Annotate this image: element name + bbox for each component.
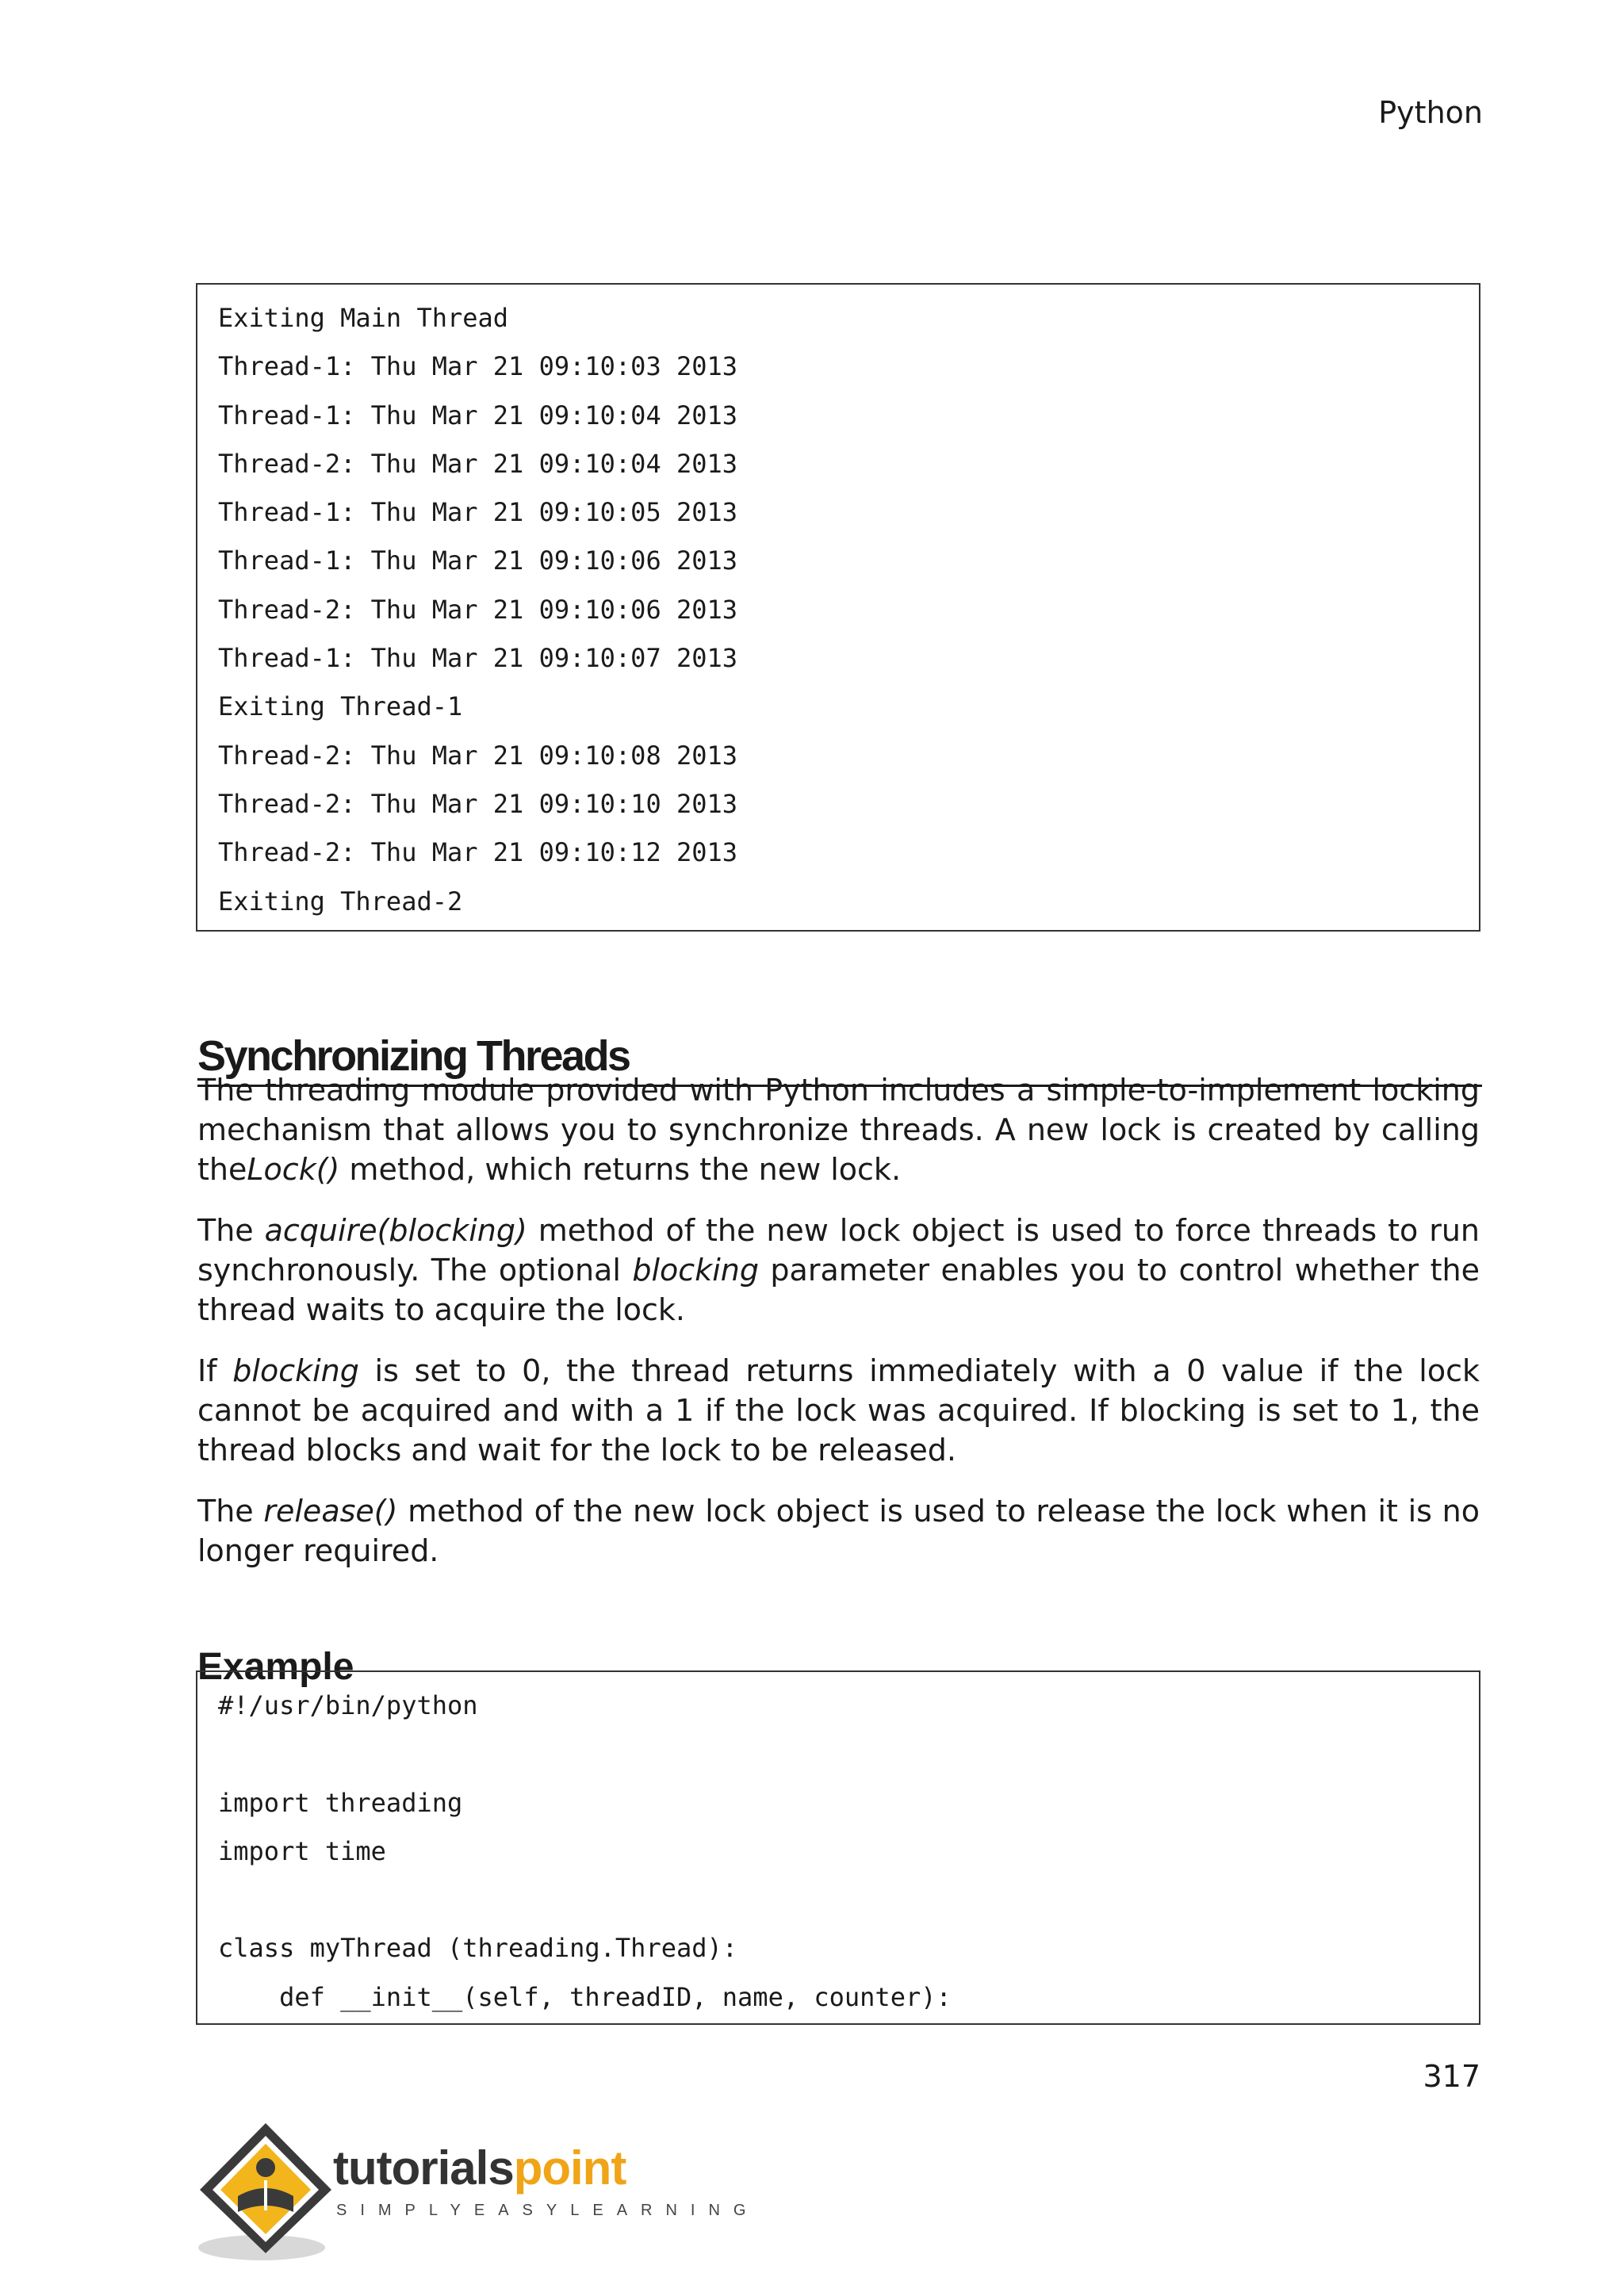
code-line: Exiting Thread-1 [218,691,463,722]
code-line: Thread-1: Thu Mar 21 09:10:05 2013 [218,497,738,528]
code-line: import threading [218,1787,463,1818]
code-line: def __init__(self, threadID, name, counter): [218,1981,952,2012]
code-term: blocking [232,1353,359,1388]
logo-tagline: SIMPLYEASYLEARNING [336,2202,760,2219]
code-line: import time [218,1835,386,1866]
code-line: Exiting Main Thread [218,303,509,333]
paragraph-release [197,1491,1480,1571]
code-line: Thread-1: Thu Mar 21 09:10:06 2013 [218,545,738,576]
tutorialspoint-logo [190,2117,760,2267]
code-line: Thread-1: Thu Mar 21 09:10:07 2013 [218,643,738,674]
code-line: Thread-1: Thu Mar 21 09:10:03 2013 [218,351,738,382]
page-number: 317 [1423,2059,1480,2094]
paragraph-acquire [197,1211,1480,1330]
code-line [218,1876,1479,1924]
example-code-block [196,1670,1480,2025]
text: method of the new lock object is used to release the lock when it is no longer required. [197,1494,1480,1568]
example-title: Example [197,1646,354,1688]
logo-diamond-icon [190,2117,341,2267]
text: The [197,1213,265,1248]
text: parameter enables you to control whether the thread waits to acquire the lock. [197,1253,1480,1327]
code-line: Thread-2: Thu Mar 21 09:10:04 2013 [218,448,738,479]
code-line: class myThread (threading.Thread): [218,1933,738,1964]
code-line: #!/usr/bin/python [218,1690,478,1720]
code-line: Thread-2: Thu Mar 21 09:10:10 2013 [218,788,738,819]
code-line: Exiting Thread-2 [218,886,463,916]
logo-brand-part: tutorials [333,2141,514,2195]
page-header: Python [1378,95,1483,130]
logo-brand-part: point [513,2141,626,2195]
text: method of the new lock object is used to force threads to run synchronously. The optional [197,1213,1480,1288]
output-code-block [196,283,1480,932]
code-line: Thread-1: Thu Mar 21 09:10:04 2013 [218,400,738,430]
code-term: release() [263,1494,398,1529]
text: is set to 0, the thread returns immediately with a 0 value if the lock cannot be acquired and with a 1 if the lock was acquired. If blocking is set to 1, the thread blocks and wait for the lock to be released. [197,1353,1480,1468]
paragraph-blocking [197,1351,1480,1470]
section-title: Synchronizing Threads [197,1031,1482,1087]
text: The threading module provided with Python includes a simple-to-implement locking mechanism that allows you to synchronize threads. A new lock is created by calling the [197,1073,1480,1187]
code-term: blocking [632,1253,759,1288]
code-line [218,1730,1479,1778]
text: The [197,1494,264,1529]
code-term: acquire(blocking) [264,1213,527,1248]
code-line: Thread-2: Thu Mar 21 09:10:08 2013 [218,740,738,771]
code-line: Thread-2: Thu Mar 21 09:10:06 2013 [218,594,738,625]
code-line: Thread-2: Thu Mar 21 09:10:12 2013 [218,837,738,868]
logo-wordmark [333,2141,626,2195]
paragraph-lock-intro [197,1070,1480,1189]
text: If [197,1353,233,1388]
code-term: Lock() [247,1152,340,1187]
text: method, which returns the new lock. [339,1152,902,1187]
